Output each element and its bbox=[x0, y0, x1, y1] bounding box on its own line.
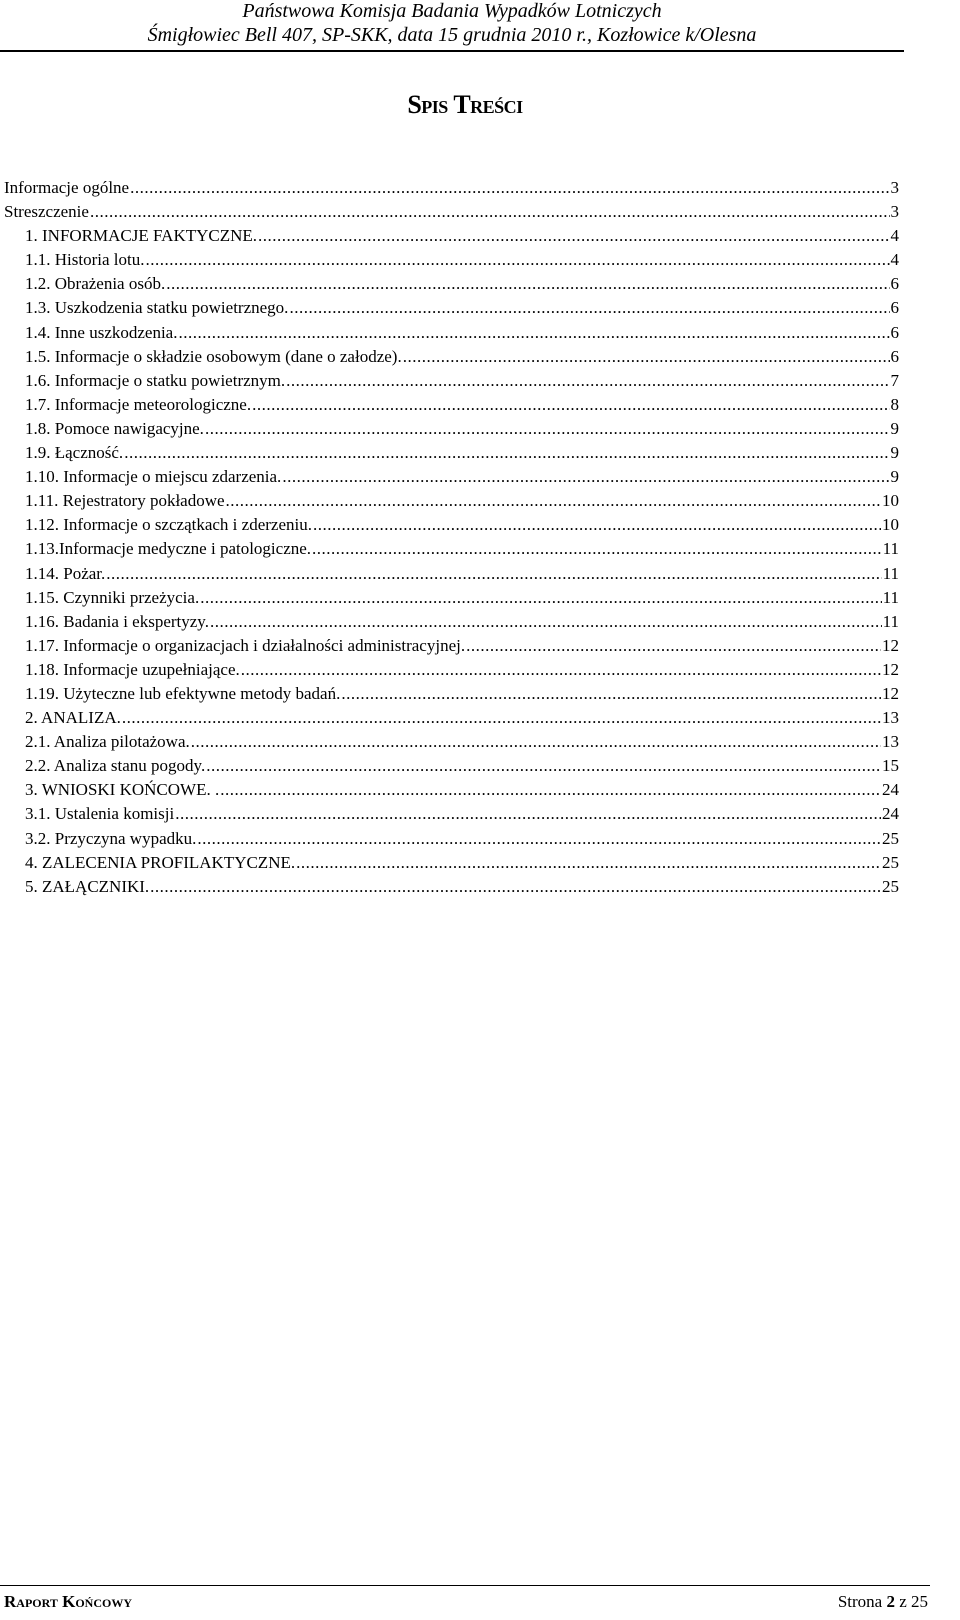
toc-dot-leader bbox=[252, 393, 889, 417]
toc-dot-leader bbox=[166, 272, 889, 296]
toc-dot-leader bbox=[296, 851, 881, 875]
toc-entry-label: 1.8. Pomoce nawigacyjne. bbox=[25, 418, 204, 438]
toc-entry-label: 3. WNIOSKI KOŃCOWE. . bbox=[25, 780, 220, 800]
footer-report-title: Raport Końcowy bbox=[4, 1592, 132, 1611]
toc-dot-leader bbox=[403, 345, 890, 369]
toc-dot-leader bbox=[226, 489, 881, 513]
toc-dot-leader bbox=[106, 562, 881, 586]
toc-entry-page: 10 bbox=[882, 515, 899, 535]
toc-entry-label: 2.2. Analiza stanu pogody. bbox=[25, 756, 206, 776]
toc-entry[interactable] bbox=[4, 802, 899, 826]
total-pages: 25 bbox=[911, 1592, 928, 1611]
toc-entry[interactable] bbox=[4, 369, 899, 393]
toc-entry-label: 4. ZALECENIA PROFILAKTYCZNE. bbox=[25, 852, 296, 872]
toc-entry-page: 13 bbox=[882, 732, 899, 752]
toc-entry-page: 4 bbox=[890, 226, 899, 246]
toc-dot-leader bbox=[197, 827, 881, 851]
toc-dot-leader bbox=[210, 610, 882, 634]
toc-entry-label: 1.17. Informacje o organizacjach i działalności administracyjnej. bbox=[25, 635, 466, 655]
toc-entry-label: 1.18. Informacje uzupełniające. bbox=[25, 659, 240, 679]
toc-entry-label: 1.3. Uszkodzenia statku powietrznego. bbox=[25, 298, 289, 318]
toc-entry[interactable] bbox=[4, 586, 899, 610]
toc-entry-label: 1.16. Badania i ekspertyzy. bbox=[25, 611, 209, 631]
toc-entry[interactable] bbox=[4, 610, 899, 634]
toc-entry[interactable] bbox=[4, 875, 899, 899]
toc-entry[interactable] bbox=[4, 730, 899, 754]
toc-entry-page: 12 bbox=[882, 635, 899, 655]
toc-entry[interactable] bbox=[4, 417, 899, 441]
toc-entry-label: 1.15. Czynniki przeżycia. bbox=[25, 587, 200, 607]
toc-entry-page: 8 bbox=[890, 394, 899, 414]
toc-entry-page: 7 bbox=[890, 370, 899, 390]
toc-entry[interactable] bbox=[4, 272, 899, 296]
toc-dot-leader bbox=[289, 296, 889, 320]
toc-dot-leader bbox=[241, 658, 881, 682]
toc-entry-page: 3 bbox=[890, 178, 899, 197]
toc-dot-leader bbox=[313, 513, 881, 537]
toc-entry-page: 6 bbox=[890, 346, 899, 366]
toc-dot-leader bbox=[205, 417, 890, 441]
toc-entry-page: 9 bbox=[890, 443, 899, 463]
toc-entry[interactable] bbox=[4, 248, 899, 272]
toc-entry[interactable] bbox=[4, 489, 899, 513]
toc-entry[interactable] bbox=[4, 465, 899, 489]
toc-entry-label: 3.1. Ustalenia komisji bbox=[25, 804, 175, 824]
toc-dot-leader bbox=[286, 369, 889, 393]
header-incident-details: Śmigłowiec Bell 407, SP-SKK, data 15 grudnia 2010 r., Kozłowice k/Olesna bbox=[147, 24, 757, 46]
toc-entry[interactable] bbox=[4, 321, 899, 345]
toc-entry-label: 1.1. Historia lotu. bbox=[25, 250, 145, 270]
toc-dot-leader bbox=[130, 176, 889, 200]
toc-entry-page: 25 bbox=[882, 876, 899, 896]
toc-entry[interactable] bbox=[4, 634, 899, 658]
toc-entry-page: 6 bbox=[890, 274, 899, 294]
toc-dot-leader bbox=[200, 586, 881, 610]
toc-entry-label: Informacje ogólne bbox=[4, 178, 130, 197]
toc-entry-page: 6 bbox=[890, 298, 899, 318]
toc-entry[interactable] bbox=[4, 827, 899, 851]
toc-entry-page: 12 bbox=[882, 659, 899, 679]
toc-entry[interactable] bbox=[4, 513, 899, 537]
toc-entry-label: 1.9. Łączność. bbox=[25, 443, 124, 463]
toc-entry-page: 11 bbox=[882, 611, 899, 631]
toc-entry[interactable] bbox=[4, 393, 899, 417]
toc-entry-label: 1.4. Inne uszkodzenia. bbox=[25, 322, 178, 342]
toc-entry-label: 1.14. Pożar. bbox=[25, 563, 106, 583]
toc-entry-label: 1.12. Informacje o szczątkach i zderzeniu. bbox=[25, 515, 312, 535]
toc-dot-leader bbox=[220, 778, 881, 802]
toc-entry-label: 1.2. Obrażenia osób. bbox=[25, 274, 166, 294]
toc-entry-label: 2.1. Analiza pilotażowa. bbox=[25, 732, 190, 752]
toc-dot-leader bbox=[191, 730, 881, 754]
toc-entry-page: 6 bbox=[890, 322, 899, 342]
toc-entry-page: 9 bbox=[890, 467, 899, 487]
toc-entry-label: 1.7. Informacje meteorologiczne. bbox=[25, 394, 252, 414]
toc-entry-page: 11 bbox=[882, 587, 899, 607]
toc-entry-label: 1.5. Informacje o składzie osobowym (dane o załodze). bbox=[25, 346, 402, 366]
current-page: 2 bbox=[886, 1592, 895, 1611]
toc-entry-page: 11 bbox=[882, 563, 899, 583]
toc-entry-label: 1.6. Informacje o statku powietrznym. bbox=[25, 370, 286, 390]
toc-entry-page: 10 bbox=[882, 491, 899, 511]
toc-entry-page: 3 bbox=[890, 202, 899, 222]
toc-entry-label: 3.2. Przyczyna wypadku. bbox=[25, 828, 197, 848]
toc-entry-page: 12 bbox=[882, 683, 899, 703]
toc-entry[interactable] bbox=[4, 778, 899, 802]
toc-entry-label: 1.11. Rejestratory pokładowe bbox=[25, 491, 225, 511]
toc-dot-leader bbox=[178, 321, 889, 345]
toc-entry-label: 5. ZAŁĄCZNIKI. bbox=[25, 876, 150, 896]
toc-entry-page: 13 bbox=[882, 708, 899, 728]
toc-entry-page: 11 bbox=[882, 539, 899, 559]
toc-dot-leader bbox=[145, 248, 889, 272]
table-of-contents bbox=[4, 176, 899, 899]
toc-dot-leader bbox=[122, 706, 881, 730]
toc-entry-page: 25 bbox=[882, 828, 899, 848]
toc-entry-page: 9 bbox=[890, 418, 899, 438]
footer-page-number: Strona 2 z 25 bbox=[837, 1592, 928, 1611]
toc-entry-page: 24 bbox=[882, 804, 899, 824]
toc-dot-leader bbox=[206, 754, 881, 778]
header-organization: Państwowa Komisja Badania Wypadków Lotniczych bbox=[242, 0, 662, 22]
toc-entry[interactable] bbox=[4, 658, 899, 682]
toc-dot-leader bbox=[90, 200, 890, 224]
toc-entry[interactable] bbox=[4, 176, 899, 200]
page-footer bbox=[0, 1585, 930, 1616]
toc-entry[interactable] bbox=[4, 682, 899, 706]
toc-entry[interactable] bbox=[4, 296, 899, 320]
toc-dot-leader bbox=[124, 441, 889, 465]
toc-dot-leader bbox=[282, 465, 889, 489]
toc-dot-leader bbox=[258, 224, 889, 248]
toc-entry[interactable] bbox=[4, 200, 899, 224]
toc-entry[interactable] bbox=[4, 345, 899, 369]
toc-entry-page: 4 bbox=[890, 250, 899, 270]
toc-dot-leader bbox=[312, 537, 882, 561]
toc-dot-leader bbox=[466, 634, 881, 658]
toc-entry-label: 1.13.Informacje medyczne i patologiczne. bbox=[25, 539, 312, 559]
toc-entry[interactable] bbox=[4, 754, 899, 778]
toc-entry-label: 1.19. Użyteczne lub efektywne metody badań. bbox=[25, 683, 341, 703]
toc-entry[interactable] bbox=[4, 441, 899, 465]
toc-entry[interactable] bbox=[4, 851, 899, 875]
toc-dot-leader bbox=[341, 682, 881, 706]
toc-title: Spis Treści bbox=[407, 90, 523, 119]
toc-dot-leader bbox=[175, 802, 881, 826]
page-header bbox=[0, 0, 904, 52]
toc-entry[interactable] bbox=[4, 562, 899, 586]
toc-entry-label: Streszczenie bbox=[4, 202, 89, 222]
toc-dot-leader bbox=[150, 875, 881, 899]
toc-entry[interactable] bbox=[4, 706, 899, 730]
toc-entry-page: 25 bbox=[882, 852, 899, 872]
toc-entry-page: 15 bbox=[882, 756, 899, 776]
toc-entry-label: 2. ANALIZA. bbox=[25, 708, 121, 728]
toc-entry[interactable] bbox=[4, 224, 899, 248]
toc-entry[interactable] bbox=[4, 537, 899, 561]
toc-entry-label: 1. INFORMACJE FAKTYCZNE. bbox=[25, 226, 258, 246]
toc-entry-label: 1.10. Informacje o miejscu zdarzenia. bbox=[25, 467, 282, 487]
toc-entry-page: 24 bbox=[882, 780, 899, 800]
